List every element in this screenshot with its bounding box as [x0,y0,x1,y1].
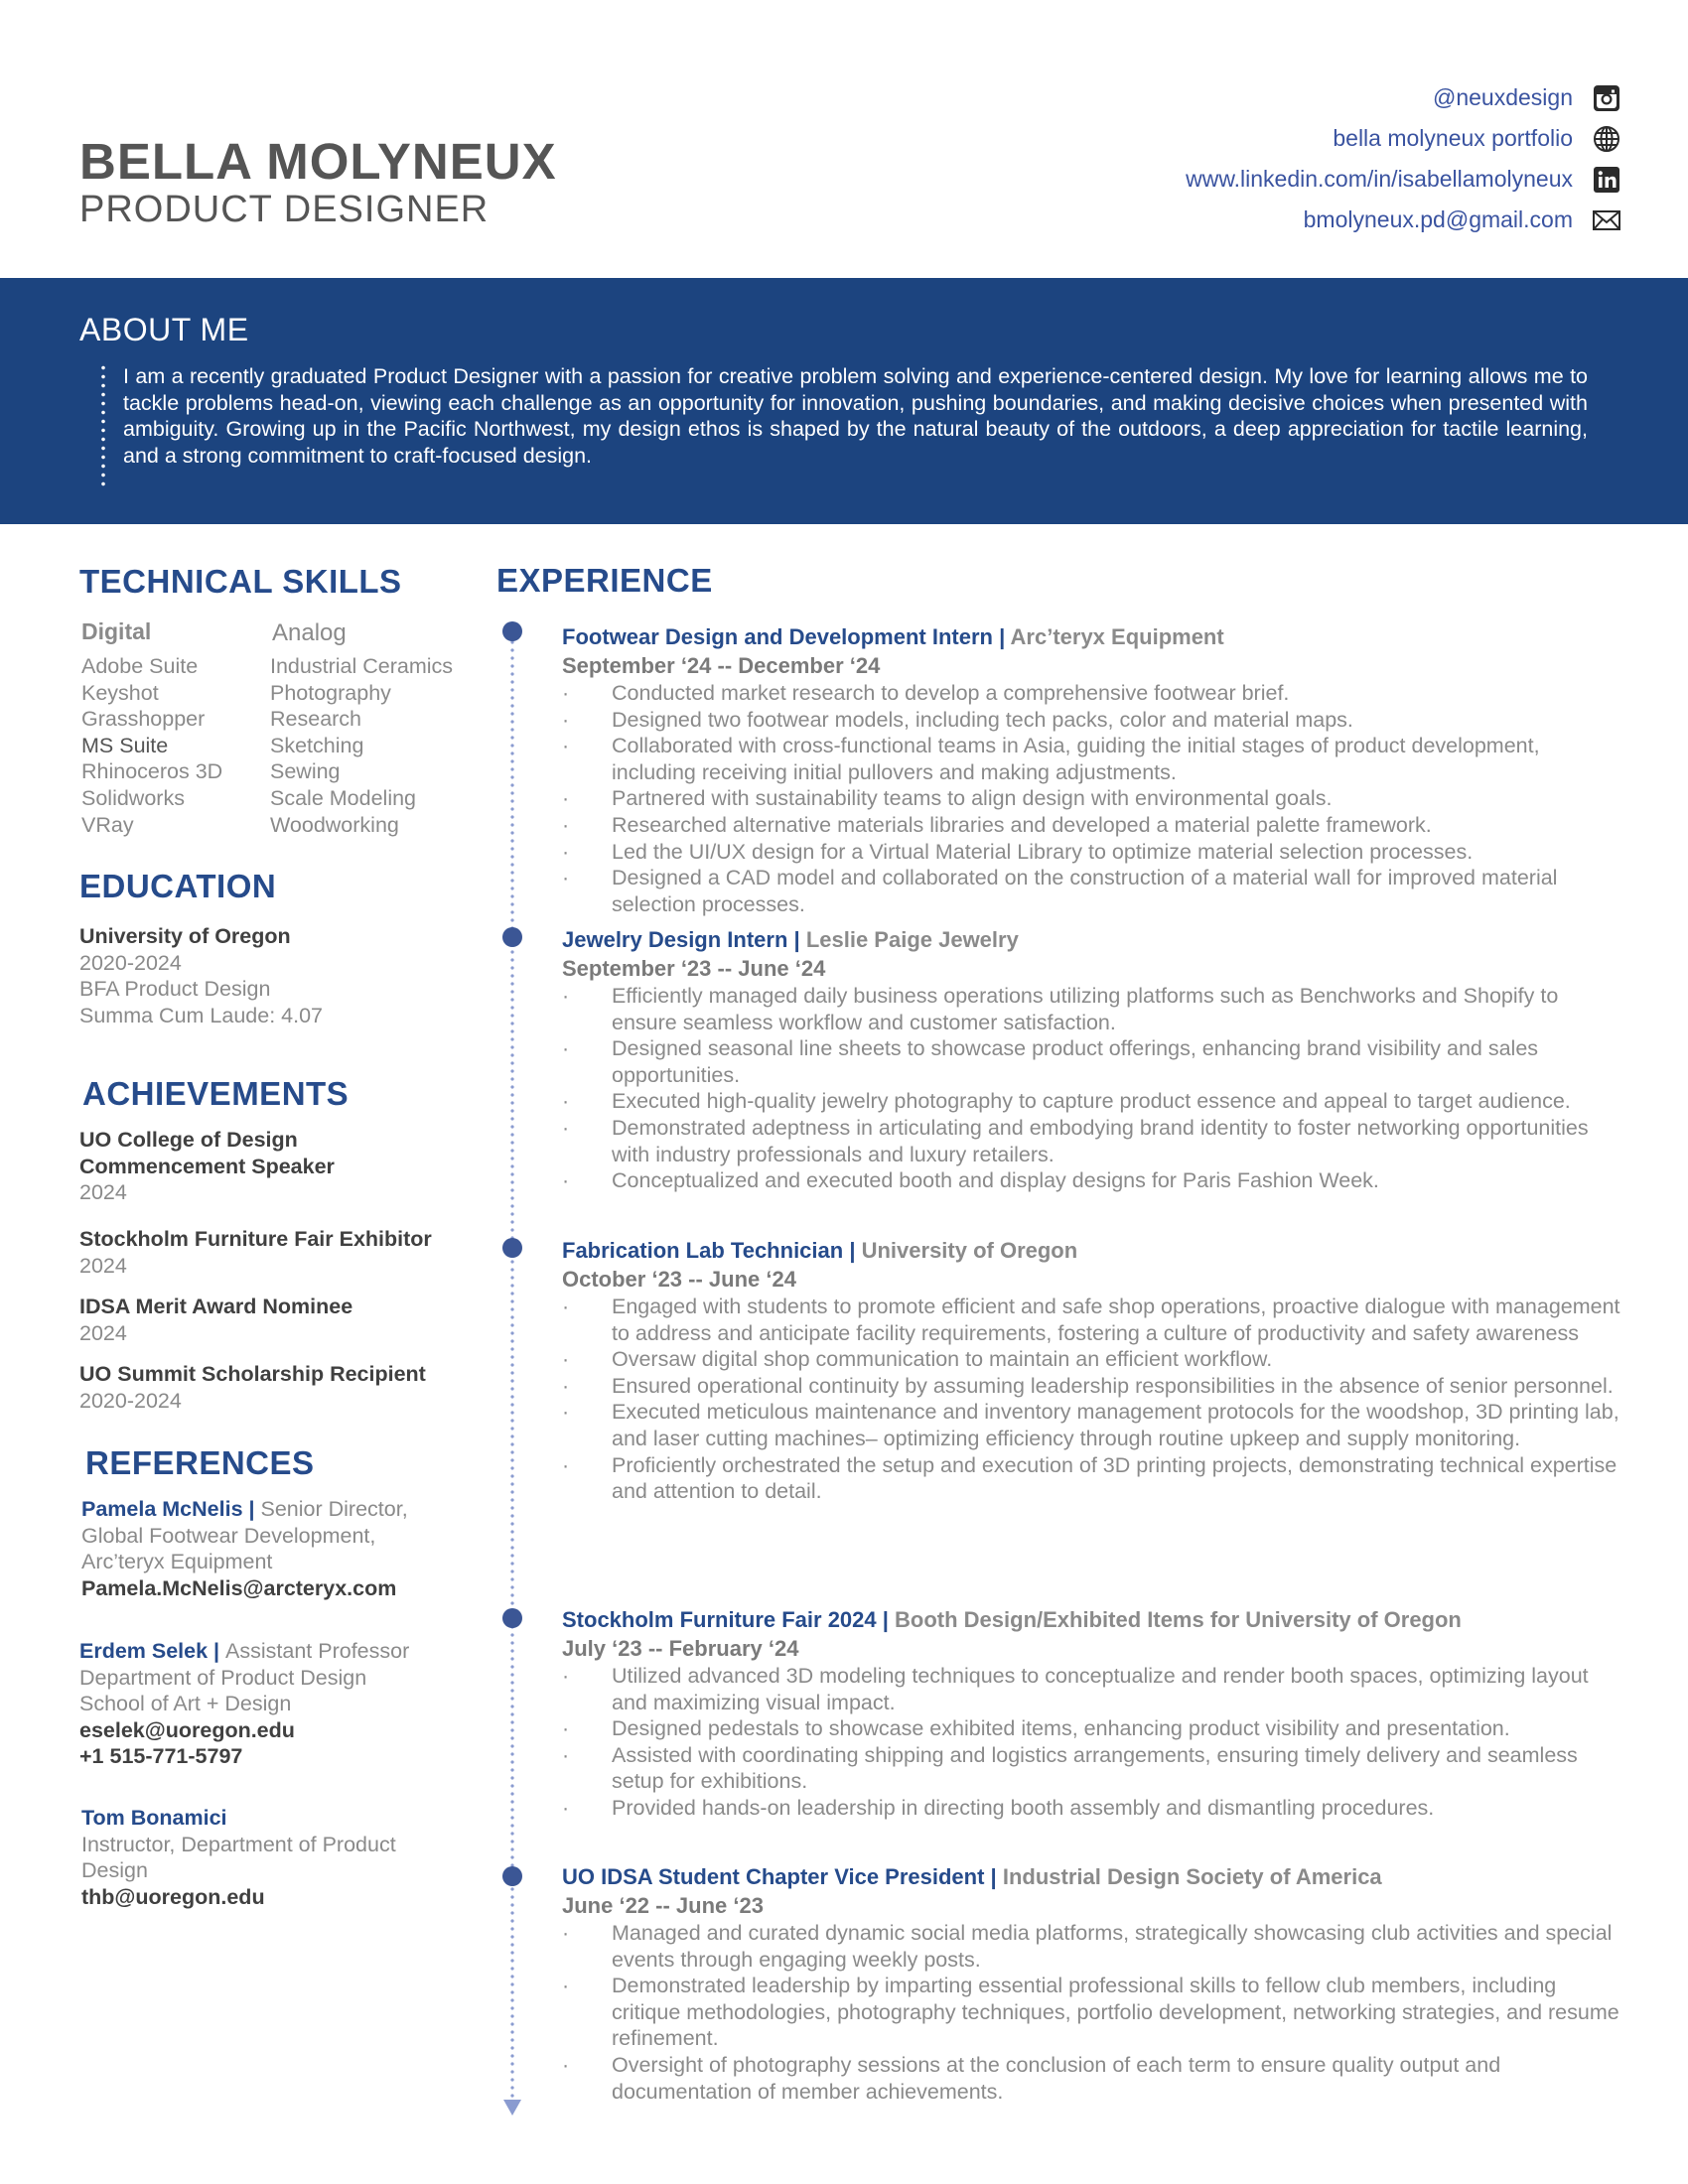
about-dotted-rule [101,363,105,490]
job-bullet: · Oversight of photography sessions at the conclusion of each term to ensure quality output and documentation of member achievements. [562,2052,1624,2105]
skill-item: Keyshot [81,680,159,705]
job-dates: June ‘22 -- June ‘23 [562,1893,764,1918]
instagram-icon[interactable] [1591,82,1622,114]
job-title: Stockholm Furniture Fair 2024 [562,1607,877,1632]
reference-role: School of Art + Design [79,1692,292,1716]
skill-item: Sketching [270,733,364,757]
job-bullet: · Ensured operational continuity by assuming leadership responsibilities in the absence of senior personnel. [562,1373,1624,1400]
skill-item: MS Suite [81,733,169,757]
skills-analog-label: Analog [272,619,347,646]
achievements-title: ACHIEVEMENTS [82,1075,350,1112]
references-title: REFERENCES [85,1444,315,1481]
reference-role: Department of Product Design [79,1665,367,1690]
job-bullet: · Efficiently managed daily business operations utilizing platforms such as Benchworks and Shopify to ensure seamless workflow and customer satisfaction. [562,983,1624,1035]
skill-item: VRay [81,812,134,837]
job-bullet: · Designed two footwear models, including tech packs, color and material maps. [562,707,1624,734]
reference-role: Global Footwear Development, [81,1523,376,1548]
job-bullets [562,1294,1624,1505]
achievement-year: 2024 [79,1180,127,1205]
reference-name: Erdem Selek [79,1639,209,1663]
job-bullet: · Researched alternative materials libraries and developed a material palette framework. [562,812,1624,839]
job-dates: September ‘24 -- December ‘24 [562,653,881,678]
contact-email[interactable] [1186,200,1622,240]
reference-item [81,1496,408,1601]
contact-linkedin-text[interactable]: www.linkedin.com/in/isabellamolyneux [1186,166,1573,192]
job-bullets [562,1663,1624,1822]
job-bullet: · Conducted market research to develop a comprehensive footwear brief. [562,680,1624,707]
timeline-dot [502,1238,522,1258]
job-company: Industrial Design Society of America [1002,1864,1382,1889]
job-company: Leslie Paige Jewelry [805,927,1019,952]
job-bullet: · Designed a CAD model and collaborated on the construction of a material wall for improved material selection processes. [562,865,1624,917]
reference-item [79,1638,409,1770]
linkedin-icon[interactable] [1591,164,1622,196]
achievement-year: 2024 [79,1320,127,1345]
job-bullet: · Conceptualized and executed booth and display designs for Paris Fashion Week. [562,1167,1624,1194]
skills-title: TECHNICAL SKILLS [79,563,402,600]
job-title-line [562,1236,1624,1266]
experience-item [562,622,1624,917]
job-title: UO IDSA Student Chapter Vice President [562,1864,985,1889]
experience-item [562,1862,1624,2105]
reference-email[interactable]: thb@uoregon.edu [81,1884,265,1909]
job-company: University of Oregon [861,1238,1078,1263]
timeline-dot [502,927,522,947]
reference-name: Pamela McNelis [81,1497,243,1521]
reference-phone[interactable]: +1 515-771-5797 [79,1744,243,1769]
candidate-role: PRODUCT DESIGNER [79,189,490,230]
job-title: Footwear Design and Development Intern [562,624,993,649]
job-bullet: · Led the UI/UX design for a Virtual Material Library to optimize material selection processes. [562,839,1624,866]
job-bullet: · Designed pedestals to showcase exhibited items, enhancing product visibility and presentation. [562,1715,1624,1742]
experience-item [562,925,1624,1194]
achievement-name: Commencement Speaker [79,1154,335,1178]
reference-role: Design [81,1858,148,1883]
job-bullets [562,983,1624,1194]
contact-email-text[interactable]: bmolyneux.pd@gmail.com [1303,206,1573,232]
skills-analog-list [270,653,453,838]
about-text: I am a recently graduated Product Designer with a passion for creative problem solving and experience-centered design. My love for learning allows me to tackle problems head-on, viewing each challenge as an opportunity for innovation, pushing boundaries, and making decisive choices when presented with ambiguity. Growing up in the Pacific Northwest, my design ethos is shaped by the natural beauty of the outdoors, a deep appreciation for tactile learning, and a strong commitment to craft-focused design. [123,364,1588,468]
job-dates: July ‘23 -- February ‘24 [562,1636,799,1661]
skill-item: Industrial Ceramics [270,654,453,678]
job-title: Fabrication Lab Technician [562,1238,844,1263]
job-dates: September ‘23 -- June ‘24 [562,956,826,981]
job-title-line [562,925,1624,955]
job-company: Arc’teryx Equipment [1010,624,1224,649]
achievement-name: UO College of Design [79,1128,298,1152]
job-separator: | [787,927,806,952]
job-bullet: · Demonstrated adeptness in articulating and embodying brand identity to foster networking opportunities with industry professionals and luxury retailers. [562,1115,1624,1167]
achievement-name: IDSA Merit Award Nominee [79,1295,353,1318]
skill-item: Grasshopper [81,707,206,732]
achievement-name: Stockholm Furniture Fair Exhibitor [79,1227,432,1251]
skill-item: Solidworks [81,785,185,810]
job-title-line [562,1605,1624,1635]
reference-role: Assistant Professor [225,1639,410,1663]
about-section [0,278,1688,524]
job-separator: | [992,624,1011,649]
education-years: 2020-2024 [79,950,182,975]
skill-item: Research [270,707,362,732]
experience-item [562,1236,1624,1505]
skill-item: Rhinoceros 3D [81,759,223,784]
job-bullet: · Executed high-quality jewelry photography to capture product essence and appeal to target audience. [562,1088,1624,1115]
job-dates: October ‘23 -- June ‘24 [562,1267,796,1292]
candidate-name: BELLA MOLYNEUX [79,133,557,190]
job-bullets [562,680,1624,917]
skills-digital-label: Digital [81,618,152,644]
job-bullets [562,1920,1624,2105]
skill-item: Woodworking [270,812,399,837]
achievement-item [79,1294,352,1346]
education-entry [79,923,323,1028]
achievement-item [79,1226,432,1279]
education-school: University of Oregon [79,924,291,948]
job-title: Jewelry Design Intern [562,927,788,952]
job-title-line [562,622,1624,652]
job-bullet: · Designed seasonal line sheets to showcase product offerings, enhancing brand visibility and sales opportunities. [562,1035,1624,1088]
reference-role: Arc’teryx Equipment [81,1550,273,1574]
job-separator: | [876,1607,896,1632]
timeline-dot [502,621,522,641]
reference-name: Tom Bonamici [81,1806,227,1830]
job-bullet: · Partnered with sustainability teams to align design with environmental goals. [562,785,1624,812]
achievement-year: 2024 [79,1253,127,1278]
job-company: Booth Design/Exhibited Items for University of Oregon [895,1607,1462,1632]
contact-portfolio-text[interactable]: bella molyneux portfolio [1333,125,1573,151]
job-bullet: · Provided hands-on leadership in directing booth assembly and dismantling procedures. [562,1795,1624,1822]
skill-item: Adobe Suite [81,654,199,678]
education-honors: Summa Cum Laude: 4.07 [79,1003,323,1027]
reference-role: Senior Director, [260,1497,408,1521]
achievement-item [79,1361,426,1414]
mail-icon[interactable] [1591,205,1622,236]
job-separator: | [984,1864,1003,1889]
job-bullet: · Demonstrated leadership by imparting essential professional skills to fellow club members, including critique methodologies, photography techniques, portfolio development, networking strategies, and resume refinement. [562,1973,1624,2052]
timeline-dot [502,1608,522,1628]
skills-digital-list [81,653,222,838]
job-bullet: · Oversaw digital shop communication to maintain an efficient workflow. [562,1346,1624,1373]
about-title: ABOUT ME [79,312,249,347]
job-bullet: · Assisted with coordinating shipping and logistics arrangements, ensuring timely delivery and seamless setup for exhibitions. [562,1742,1624,1795]
timeline-dot [502,1866,522,1886]
reference-separator: | [208,1639,226,1663]
reference-email[interactable]: Pamela.McNelis@arcteryx.com [81,1575,397,1600]
job-separator: | [843,1238,862,1263]
globe-icon[interactable] [1591,123,1622,155]
job-bullet: · Proficiently orchestrated the setup and execution of 3D printing projects, demonstrating technical expertise and attention to detail. [562,1452,1624,1505]
skill-item: Sewing [270,759,341,784]
job-bullet: · Managed and curated dynamic social media platforms, strategically showcasing club activities and special events through engaging weekly posts. [562,1920,1624,1973]
job-bullet: · Engaged with students to promote efficient and safe shop operations, proactive dialogue with management to address and anticipate facility requirements, fostering a culture of productivity and safety awareness [562,1294,1624,1346]
contact-instagram-text[interactable]: @neuxdesign [1433,84,1573,110]
reference-role: Instructor, Department of Product [81,1832,396,1856]
reference-item [81,1805,396,1910]
job-bullet: · Utilized advanced 3D modeling techniques to conceptualize and render booth spaces, optimizing layout and maximizing visual impact. [562,1663,1624,1715]
education-title: EDUCATION [79,868,277,904]
skill-item: Photography [270,680,391,705]
achievement-year: 2020-2024 [79,1388,182,1413]
skill-item: Scale Modeling [270,785,417,810]
contact-linkedin[interactable] [1186,159,1622,200]
contact-list [1186,77,1622,240]
job-title-line [562,1862,1624,1892]
achievement-name: UO Summit Scholarship Recipient [79,1362,426,1386]
job-bullet: · Collaborated with cross-functional teams in Asia, guiding the initial stages of product development, including receiving initial pullovers and making adjustments. [562,733,1624,785]
achievement-item [79,1127,335,1206]
contact-portfolio[interactable] [1186,118,1622,159]
reference-separator: | [242,1497,261,1521]
experience-title: EXPERIENCE [496,562,713,599]
contact-instagram[interactable] [1186,77,1622,118]
job-bullet: · Executed meticulous maintenance and inventory management protocols for the woodshop, 3D printing lab, and laser cutting machines– optimizing efficiency through routine upkeep and supply monitoring. [562,1399,1624,1451]
timeline-arrow [503,2100,521,2116]
education-degree: BFA Product Design [79,977,271,1002]
reference-email[interactable]: eselek@uoregon.edu [79,1717,295,1742]
experience-item [562,1605,1624,1822]
